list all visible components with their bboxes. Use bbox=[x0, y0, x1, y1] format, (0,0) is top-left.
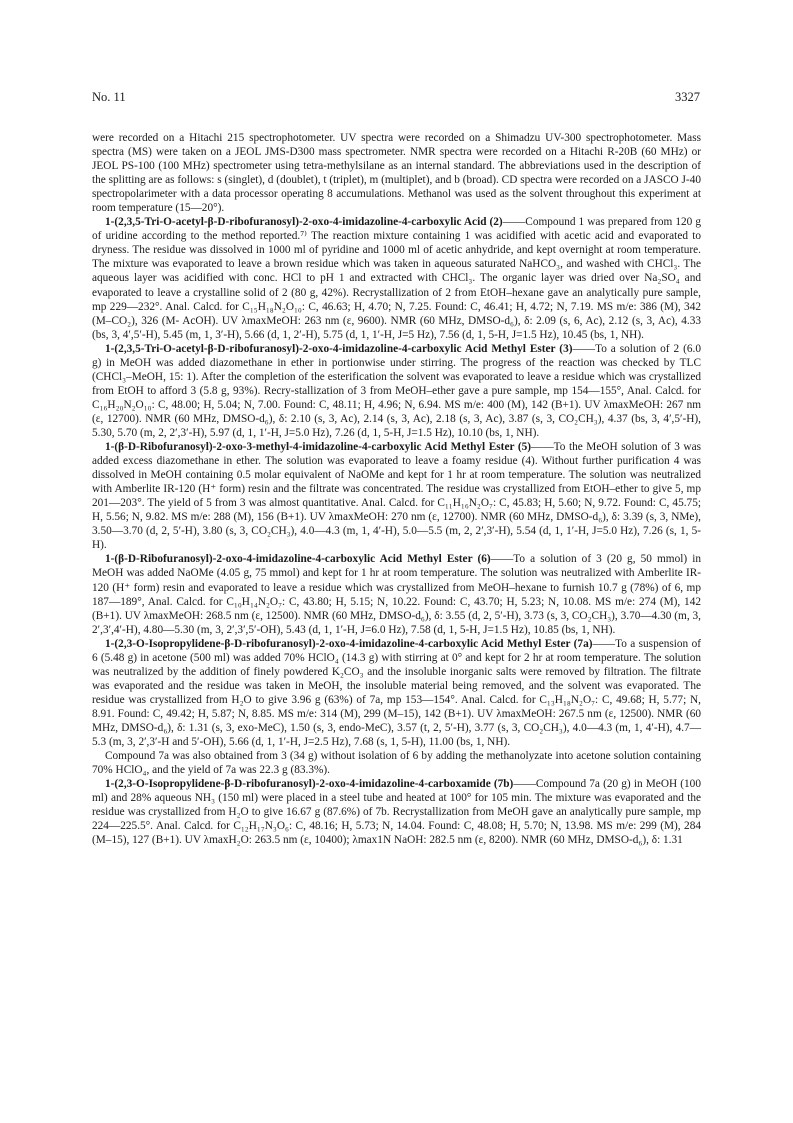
compound-heading: 1-(2,3-O-Isopropylidene-β-D-ribofuranosyl)-2-oxo-4-imidazoline-4-carboxamide (7b) bbox=[105, 778, 514, 791]
paragraph-text: ——To the MeOH solution of 3 was added excess diazomethane in ether. The solution was evaporated to leave a foamy residue (4). Without further purification 4 was dissolved in MeOH containing 0.5 molar equivalent of NaOMe and kept for 1 hr at room temperature. The solution was neutralized with Amberlite IR-120 (H⁺ form) resin and the filtrate was concentrated. The residue was crystallized from EtOH–ether to give 5, mp 201—203°. The yield of 5 from 3 was almost quantitative. Anal. Calcd. for C₁₁H₁₆N₂O₇: C, 45.83; H, 5.60; N, 9.72. Found: C, 45.75; H, 5.56; N, 9.82. MS m/e: 288 (M), 156 (B+1). UV λmaxMeOH: 270 nm (ε, 12700). NMR (60 MHz, DMSO-d₆), δ: 3.39 (s, 3, NMe), 3.50—3.70 (d, 2, 5′-H), 3.80 (s, 3, CO₂CH₃), 4.0—4.3 (m, 1, 4′-H), 5.0—5.5 (m, 2, 2′,3′-H), 5.54 (d, 1, 1′-H, J=5.0 Hz), 7.26 (s, 1, 5-H). bbox=[92, 441, 701, 552]
compound-heading: 1-(β-D-Ribofuranosyl)-2-oxo-4-imidazoline-4-carboxylic Acid Methyl Ester (6) bbox=[105, 553, 491, 566]
compound-heading: 1-(β-D-Ribofuranosyl)-2-oxo-3-methyl-4-imidazoline-4-carboxylic Acid Methyl Ester (5) bbox=[105, 441, 532, 454]
paragraph-compound-2 bbox=[92, 215, 701, 341]
paragraph-text: ——Compound 7a (20 g) in MeOH (100 ml) and 28% aqueous NH₃ (150 ml) were placed in a steel tube and heated at 100° for 105 min. The mixture was evaporated and the residue was crystallized from H₂O to give 16.67 g (87.6%) of 7b. Recrystallization from MeOH gave an analytically pure sample, mp 224—225.5°. Anal. Calcd. for C₁₂H₁₇N₃O₆: C, 48.16; H, 5.73; N, 14.04. Found: C, 48.08; H, 5.70; N, 13.98. MS m/e: 299 (M), 284 (M–15), 127 (B+1). UV λmaxH₂O: 263.5 nm (ε, 10400); λmax1N NaOH: 282.5 nm (ε, 8200). NMR (60 MHz, DMSO-d₆), δ: 1.31 bbox=[92, 778, 701, 847]
paragraph-text: were recorded on a Hitachi 215 spectrophotometer. UV spectra were recorded on a Shimadzu UV-300 spectrophotometer. Mass spectra (MS) were taken on a JEOL JMS-D300 mass spectrometer. NMR spectra were recorded on a Hitachi R-20B (60 MHz) or JEOL PS-100 (100 MHz) spectrometer using tetra-methylsilane as an internal standard. The abbreviations used in the description of the splitting are as follows: s (singlet), d (doublet), t (triplet), m (multiplet), and b (broad). CD spectra were recorded on a JASCO J-40 spectropolarimeter with a data processor operating 8 accumulations. Methanol was used as the solvent throughout this experiment at room temperature (15—20°). bbox=[92, 132, 701, 215]
paragraph-compound-7a bbox=[92, 637, 701, 749]
paragraph-text: ——To a solution of 2 (6.0 g) in MeOH was added diazomethane in ether in portionwise under stirring. The progress of the reaction was checked by TLC (CHCl₃–MeOH, 15: 1). After the completion of the esterification the solvent was evaporated to leave a residue which was crystallized from EtOH to afford 3 (5.8 g, 93%). Recry-stallization of 3 from MeOH–ether gave a pure sample, mp 154—155°, Anal. Calcd. for C₁₆H₂₀N₂O₁₀: C, 48.00; H, 5.04; N, 7.00. Found: C, 48.11; H, 4.96; N, 6.94. MS m/e: 400 (M), 142 (B+1). UV λmaxMeOH: 267 nm (ε, 12700). NMR (60 MHz, DMSO-d₆), δ: 2.10 (s, 3, Ac), 2.14 (s, 3, Ac), 2.18 (s, 3, Ac), 3.87 (s, 3, CO₂CH₃), 4.37 (bs, 3, 4′,5′-H), 5.30, 5.70 (m, 2, 2′,3′-H), 5.97 (d, 1, 1′-H, J=5.0 Hz), 7.26 (d, 1, 5-H, J=1.5 Hz), 10.10 (bs, 1, NH). bbox=[92, 342, 701, 439]
page-number: 3327 bbox=[675, 90, 700, 104]
issue-number: No. 11 bbox=[92, 90, 126, 104]
paragraph-text: ——To a solution of 3 (20 g, 50 mmol) in MeOH was added NaOMe (4.05 g, 75 mmol) and kept for 1 hr at room temperature. The solution was neutralized with Amberlite IR-120 (H⁺ form) resin and evaporated to leave a residue which was crystallized from MeOH–hexane to furnish 10.7 g (78%) of 6, mp 187—189°, Anal. Calcd. for C₁₀H₁₄N₂O₇: C, 43.80; H, 5.15; N, 10.22. Found: C, 43.70; H, 5.23; N, 10.08. MS m/e: 274 (M), 142 (B+1). UV λmaxMeOH: 268.5 nm (ε, 12500). NMR (60 MHz, DMSO-d₆), δ: 3.55 (d, 2, 5′-H), 3.73 (s, 3, CO₂CH₃), 3.70—4.30 (m, 3, 2′,3′,4′-H), 4.80—5.30 (m, 3, 2′,3′,5′-OH), 5.43 (d, 1, 1′-H, J=6.0 Hz), 7.58 (d, 1, 5-H, J=1.5 Hz), 10.85 (bs, 1, NH). bbox=[92, 553, 701, 636]
compound-heading: 1-(2,3,5-Tri-O-acetyl-β-D-ribofuranosyl)-2-oxo-4-imidazoline-4-carboxylic Acid Methyl Ester (3) bbox=[105, 342, 573, 355]
paragraph-compound-3 bbox=[92, 342, 701, 440]
paragraph-intro bbox=[92, 131, 701, 215]
paragraph-text: Compound 7a was also obtained from 3 (34 g) without isolation of 6 by adding the methanolyzate into acetone solution containing 70% HClO₄, and the yield of 7a was 22.3 g (83.3%). bbox=[92, 750, 701, 777]
article-body bbox=[92, 131, 701, 847]
paragraph-compound-6 bbox=[92, 552, 701, 636]
compound-heading: 1-(2,3-O-Isopropylidene-β-D-ribofuranosyl)-2-oxo-4-imidazoline-4-carboxylic Acid Methyl Ester (7a) bbox=[105, 637, 593, 650]
paragraph-text: ——Compound 1 was prepared from 120 g of uridine according to the method reported.⁷⁾ The reaction mixture containing 1 was acidified with acetic acid and evaporated to dryness. The residue was dissolved in 1000 ml of pyridine and 1000 ml of acetic anhydride, and kept overnight at room temperature. The mixture was evaporated to leave a brown residue which was taken in aqueous saturated NaHCO₃, and washed with CHCl₃. The aqueous layer was acidified with conc. HCl to pH 1 and extracted with CHCl₃. The organic layer was dried over Na₂SO₄ and evaporated to leave a crystalline solid of 2 (80 g, 42%). Recrystallization of 2 from EtOH–hexane gave an analytically pure sample, mp 229—232°. Anal. Calcd. for C₁₅H₁₈N₂O₁₀: C, 46.63; H, 4.70; N, 7.25. Found: C, 46.41; H, 4.72; N, 7.19. MS m/e: 386 (M), 342 (M–CO₂), 326 (M- AcOH). UV λmaxMeOH: 263 nm (ε, 9600). NMR (60 MHz, DMSO-d₆), δ: 2.09 (s, 6, Ac), 2.12 (s, 3, Ac), 4.33 (bs, 3, 4′,5′-H), 5.45 (m, 1, 3′-H), 5.66 (d, 1, 2′-H), 5.75 (d, 1, 1′-H, J=5 Hz), 7.56 (d, 1, 5-H, J=1.5 Hz), 10.45 (bs, 1, NH). bbox=[92, 216, 701, 341]
compound-heading: 1-(2,3,5-Tri-O-acetyl-β-D-ribofuranosyl)-2-oxo-4-imidazoline-4-carboxylic Acid (2) bbox=[105, 216, 503, 229]
paragraph-text: ——To a suspension of 6 (5.48 g) in acetone (500 ml) was added 70% HClO₄ (14.3 g) with stirring at 0° and kept for 2 hr at room temperature. The solution was neutralized by the addition of finely powdered K₂CO₃ and the insoluble inorganic salts were removed by filtration. The filtrate was evaporated and the residue was taken in MeOH, the insoluble material being removed, and the solvent was evaporated. The residue was crystallized from H₂O to give 3.96 g (63%) of 7a, mp 153—154°. Anal. Calcd. for C₁₃H₁₈N₂O₇: C, 49.68; H, 5.77; N, 8.91. Found: C, 49.42; H, 5.87; N, 8.85. MS m/e: 314 (M), 299 (M–15), 142 (B+1). UV λmaxMeOH: 267.5 nm (ε, 12500). NMR (60 MHz, DMSO-d₆), δ: 1.31 (s, 3, exo-MeC), 1.50 (s, 3, endo-MeC), 3.57 (t, 2, 5′-H), 3.77 (s, 3, CO₂CH₃), 4.0—4.3 (m, 1, 4′-H), 4.7—5.3 (m, 3, 2′,3′-H and 5′-OH), 5.66 (d, 1, 1′-H, J=2.5 Hz), 7.68 (s, 1, 5-H), 11.00 (bs, 1, NH). bbox=[92, 637, 701, 749]
paragraph-compound-7b bbox=[92, 777, 701, 847]
paragraph-compound-7a-alt bbox=[92, 749, 701, 777]
paragraph-compound-5 bbox=[92, 440, 701, 552]
running-header bbox=[92, 90, 700, 106]
